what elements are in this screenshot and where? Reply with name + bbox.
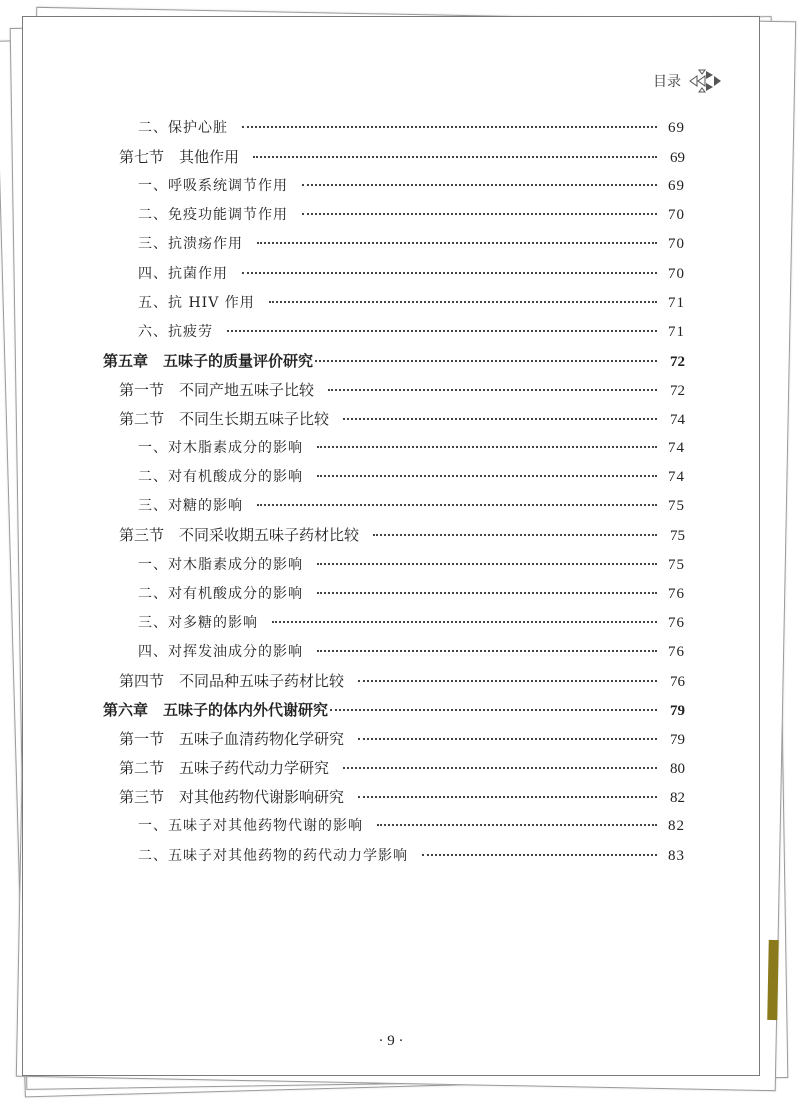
toc-entry-page: 83 <box>668 847 685 864</box>
dot-leader <box>358 680 657 682</box>
toc-entry[interactable] <box>138 292 685 312</box>
toc-entry[interactable] <box>138 583 685 603</box>
toc-entry-page: 74 <box>670 412 685 428</box>
dot-leader <box>330 709 657 711</box>
toc-entry-page: 74 <box>668 469 685 486</box>
toc-entry-title: 四、对挥发油成分的影响 <box>138 643 303 660</box>
toc-entry[interactable] <box>138 117 685 137</box>
toc-entry-title: 二、免疫功能调节作用 <box>138 207 288 224</box>
toc-entry-page: 72 <box>670 382 685 399</box>
dot-leader <box>253 156 657 158</box>
toc-entry-page: 72 <box>670 353 685 370</box>
toc-entry[interactable] <box>119 524 685 545</box>
toc-entry-title: 二、对有机酸成分的影响 <box>138 469 303 486</box>
dot-leader <box>358 796 657 798</box>
dot-leader <box>422 854 657 856</box>
toc-entry-page: 76 <box>668 643 685 660</box>
toc-entry[interactable] <box>138 233 685 253</box>
page-number: · 9 · <box>378 1033 404 1049</box>
toc-entry-page: 74 <box>668 440 685 457</box>
dot-leader <box>317 446 657 448</box>
dot-leader <box>302 184 657 186</box>
toc-entry-title: 二、五味子对其他药物的药代动力学影响 <box>138 847 408 864</box>
toc-page <box>22 16 760 1076</box>
dot-leader <box>377 824 657 826</box>
toc-entry-title: 一、呼吸系统调节作用 <box>138 178 288 195</box>
toc-entry-page: 69 <box>668 120 685 136</box>
dot-leader <box>343 767 657 769</box>
toc-entry-title: 三、对糖的影响 <box>138 498 243 515</box>
toc-entry-title: 第一节 不同产地五味子比较 <box>119 380 315 399</box>
dot-leader <box>257 242 657 244</box>
toc-entry-page: 69 <box>668 178 685 195</box>
toc-entry-title: 四、抗菌作用 <box>138 265 228 282</box>
toc-entry[interactable] <box>138 321 685 341</box>
toc-entry[interactable] <box>138 612 685 632</box>
toc-entry[interactable] <box>119 379 685 400</box>
dot-leader <box>373 534 657 536</box>
toc-entry-page: 82 <box>670 790 685 807</box>
toc-entry-title: 第七节 其他作用 <box>119 148 240 167</box>
toc-entry-page: 71 <box>668 294 685 311</box>
toc-entry[interactable] <box>119 670 685 691</box>
toc-entry-title: 第二节 不同生长期五味子比较 <box>119 410 330 428</box>
toc-entry-page: 75 <box>668 498 685 515</box>
toc-entry[interactable] <box>138 175 685 195</box>
toc-entry[interactable] <box>138 641 685 661</box>
toc-entry[interactable] <box>138 554 685 574</box>
toc-entry-title: 第二节 五味子药代动力学研究 <box>119 759 330 778</box>
toc-entry-title: 三、抗溃疡作用 <box>138 236 243 253</box>
toc-entry-title: 第三节 对其他药物代谢影响研究 <box>119 788 345 807</box>
toc-entry[interactable] <box>103 699 685 720</box>
toc-entry-title: 一、对木脂素成分的影响 <box>138 440 303 457</box>
triangles-ornament-icon <box>689 69 723 93</box>
toc-entry-title: 第四节 不同品种五味子药材比较 <box>119 671 345 690</box>
toc-entry[interactable] <box>119 408 685 429</box>
toc-entry-page: 76 <box>668 585 685 602</box>
toc-entry[interactable] <box>138 495 685 515</box>
toc-entry-title: 第一节 五味子血清药物化学研究 <box>119 730 345 749</box>
toc-entry[interactable] <box>103 350 685 371</box>
dot-leader <box>242 126 657 128</box>
section-title: 目录 <box>653 74 681 90</box>
toc-entry[interactable] <box>138 845 685 865</box>
toc-entry-page: 79 <box>670 703 685 719</box>
toc-entry-page: 79 <box>670 732 685 749</box>
toc-entry-page: 82 <box>668 818 685 835</box>
toc-entry[interactable] <box>138 437 685 457</box>
toc-entry-page: 76 <box>668 614 685 631</box>
dot-leader <box>227 330 657 332</box>
dot-leader <box>257 504 657 506</box>
toc-entry-page: 69 <box>670 150 685 167</box>
toc-entry-title: 三、对多糖的影响 <box>138 614 258 631</box>
dot-leader <box>343 418 657 420</box>
toc-entry[interactable] <box>119 146 685 167</box>
toc-entry-title: 第三节 不同采收期五味子药材比较 <box>119 526 360 545</box>
toc-entry[interactable] <box>119 786 685 807</box>
dot-leader <box>317 650 657 652</box>
toc-entry[interactable] <box>119 728 685 749</box>
toc-entry[interactable] <box>138 815 685 835</box>
toc-entry-page: 70 <box>668 207 685 224</box>
toc-entry-page: 70 <box>668 236 685 253</box>
toc-entry-title: 六、抗疲劳 <box>138 323 213 340</box>
toc-entry-page: 75 <box>670 528 685 545</box>
dot-leader <box>269 301 657 303</box>
toc-entry-title: 一、对木脂素成分的影响 <box>138 556 303 573</box>
dot-leader <box>317 592 657 594</box>
dot-leader <box>328 389 657 391</box>
dot-leader <box>358 738 657 740</box>
toc-entry-title: 第五章 五味子的质量评价研究 <box>103 351 314 370</box>
dot-leader <box>317 475 657 477</box>
dot-leader <box>272 621 657 623</box>
page-header <box>653 69 723 93</box>
book-cover-edge <box>767 940 779 1020</box>
toc-entry[interactable] <box>119 757 685 778</box>
toc-entry-page: 80 <box>670 761 685 778</box>
toc-entry-title: 二、保护心脏 <box>138 120 228 136</box>
dot-leader <box>317 563 657 565</box>
toc-entry-page: 76 <box>670 673 685 690</box>
toc-entry-page: 70 <box>668 265 685 282</box>
dot-leader <box>242 272 657 274</box>
toc-entry-title: 第六章 五味子的体内外代谢研究 <box>103 701 329 719</box>
toc-entry-page: 75 <box>668 556 685 573</box>
toc-entry[interactable] <box>138 204 685 224</box>
toc-entry[interactable] <box>138 263 685 283</box>
toc-entry-title: 五、抗 HIV 作用 <box>138 294 255 311</box>
toc-entry-title: 二、对有机酸成分的影响 <box>138 585 303 602</box>
dot-leader <box>302 213 657 215</box>
dot-leader <box>315 360 657 362</box>
toc-entry-page: 71 <box>668 323 685 340</box>
toc-entry[interactable] <box>138 466 685 486</box>
toc-entry-title: 一、五味子对其他药物代谢的影响 <box>138 818 363 835</box>
